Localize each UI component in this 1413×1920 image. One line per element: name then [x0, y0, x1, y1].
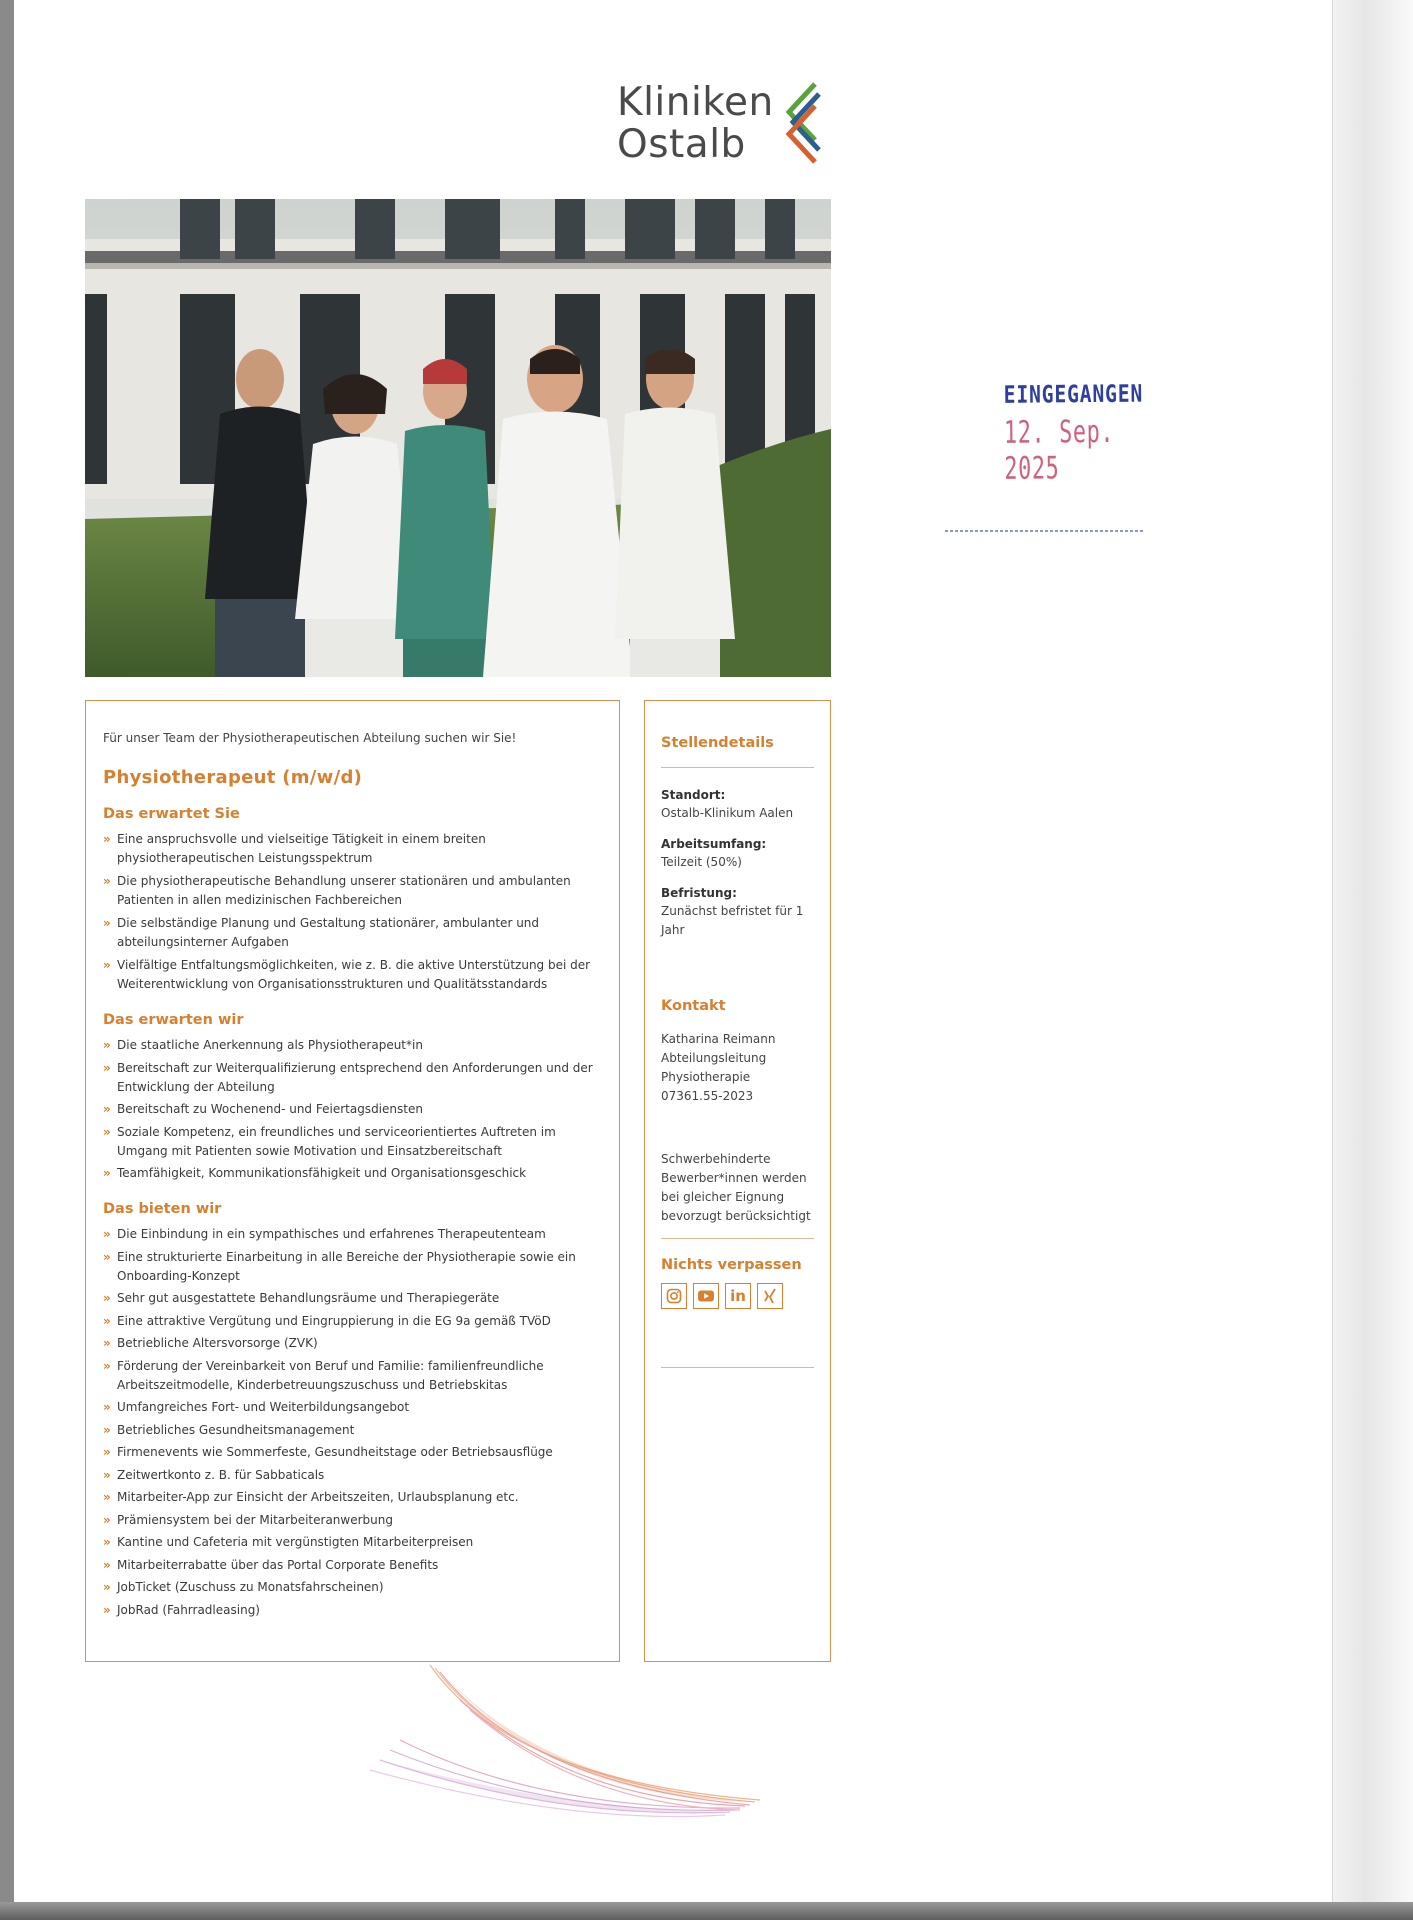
stamp-date: 12. Sep. 2025	[1003, 413, 1115, 487]
details-title: Stellendetails	[661, 735, 774, 751]
list-item: » Die physiotherapeutische Behandlung unserer stationären und ambulanten Patienten in allen medizinischen Fachbereichen	[103, 872, 601, 910]
logo-wordmark	[617, 82, 774, 166]
list-item: » Bereitschaft zur Weiterqualifizierung entsprechend den Anforderungen und der Entwicklung der Abteilung	[103, 1059, 601, 1097]
arbeitsumfang-label: Arbeitsumfang:	[661, 837, 767, 851]
contact-department: Physiotherapie	[661, 1070, 751, 1084]
list-item: » Mitarbeiterrabatte über das Portal Corporate Benefits	[103, 1556, 601, 1575]
list-item: » Betriebliche Altersvorsorge (ZVK)	[103, 1334, 601, 1353]
list-item: » Mitarbeiter-App zur Einsicht der Arbeitszeiten, Urlaubsplanung etc.	[103, 1488, 601, 1507]
youtube-icon[interactable]	[693, 1283, 719, 1309]
youtube-glyph	[697, 1289, 715, 1303]
scan-bottom-strip	[0, 1902, 1413, 1920]
befristung-value: Zunächst befristet für 1 Jahr	[661, 904, 804, 937]
linkedin-icon[interactable]: in	[725, 1283, 751, 1309]
list-item: » Die selbständige Planung und Gestaltung stationärer, ambulanter und abteilungsinterner Aufgaben	[103, 914, 601, 952]
list-item: » Betriebliches Gesundheitsmanagement	[103, 1421, 601, 1440]
xing-icon[interactable]	[757, 1283, 783, 1309]
contact-phone: 07361.55-2023	[661, 1089, 754, 1103]
team-photo	[85, 199, 831, 677]
list-item: » Förderung der Vereinbarkeit von Beruf und Familie: familienfreundliche Arbeitszeitmodelle, Kinderbetreuungszuschuss und Betriebskitas	[103, 1357, 601, 1395]
list-item: » Sehr gut ausgestattete Behandlungsräume und Therapiegeräte	[103, 1289, 601, 1308]
list-item: » JobTicket (Zuschuss zu Monatsfahrscheinen)	[103, 1578, 601, 1597]
list-item: » Soziale Kompetenz, ein freundliches und serviceorientiertes Auftreten im Umgang mit Patienten sowie Motivation und Einsatzbereitschaft	[103, 1123, 601, 1161]
received-stamp	[1003, 379, 1195, 487]
bullet-list	[103, 830, 601, 994]
list-item: » JobRad (Fahrradleasing)	[103, 1601, 601, 1620]
standort-value: Ostalb-Klinikum Aalen	[661, 806, 794, 820]
list-item: » Umfangreiches Fort- und Weiterbildungsangebot	[103, 1398, 601, 1417]
job-description-box	[85, 700, 620, 1662]
contact-name: Katharina Reimann	[661, 1032, 776, 1046]
list-item: » Vielfältige Entfaltungsmöglichkeiten, wie z. B. die aktive Unterstützung bei der Weiterentwicklung von Organisationsstrukturen und Qualitätsstandards	[103, 956, 601, 994]
social-title: Nichts verpassen	[661, 1257, 802, 1273]
section-title: Das erwarten wir	[103, 1012, 244, 1028]
stamp-received-text: EINGEGANGEN	[1003, 379, 1144, 409]
list-item: » Firmenevents wie Sommerfeste, Gesundheitstage oder Betriebsausflüge	[103, 1443, 601, 1462]
section-benefits	[103, 1201, 601, 1620]
team-photo-illustration	[85, 199, 831, 677]
instagram-icon[interactable]	[661, 1283, 687, 1309]
arbeitsumfang-value: Teilzeit (50%)	[661, 855, 742, 869]
job-details-box	[644, 700, 831, 1662]
instagram-glyph	[666, 1288, 682, 1304]
decorative-swoosh	[340, 1660, 770, 1830]
logo-line-1: Kliniken	[617, 80, 774, 125]
section-requirements	[103, 1012, 601, 1183]
list-item: » Zeitwertkonto z. B. für Sabbaticals	[103, 1466, 601, 1485]
divider	[661, 1367, 814, 1368]
list-item: » Kantine und Cafeteria mit vergünstigten Mitarbeiterpreisen	[103, 1533, 601, 1552]
section-title: Das bieten wir	[103, 1201, 222, 1217]
job-title: Physiotherapeut (m/w/d)	[103, 767, 363, 788]
divider	[661, 1238, 814, 1239]
section-title: Das erwartet Sie	[103, 806, 240, 822]
social-links	[661, 1283, 814, 1309]
list-item: » Eine attraktive Vergütung und Eingruppierung in die EG 9a gemäß TVöD	[103, 1312, 601, 1331]
page-edge	[1332, 0, 1413, 1902]
xing-glyph	[763, 1288, 777, 1304]
contact-title: Kontakt	[661, 998, 726, 1014]
stamp-line	[945, 530, 1145, 532]
bullet-list	[103, 1036, 601, 1183]
list-item: » Die Einbindung in ein sympathisches und erfahrenes Therapeutenteam	[103, 1225, 601, 1244]
befristung-label: Befristung:	[661, 886, 737, 900]
logo-chevron-icon	[779, 82, 825, 172]
kliniken-ostalb-logo	[617, 82, 827, 177]
list-item: » Die staatliche Anerkennung als Physiotherapeut*in	[103, 1036, 601, 1055]
section-expectations-for-you	[103, 806, 601, 994]
list-item: » Bereitschaft zu Wochenend- und Feiertagsdiensten	[103, 1100, 601, 1119]
disability-note: Schwerbehinderte Bewerber*innen werden bei gleicher Eignung bevorzugt berücksichtigt	[661, 1152, 811, 1223]
list-item: » Teamfähigkeit, Kommunikationsfähigkeit und Organisationsgeschick	[103, 1164, 601, 1183]
standort-label: Standort:	[661, 788, 726, 802]
list-item: » Eine strukturierte Einarbeitung in alle Bereiche der Physiotherapie sowie ein Onboarding-Konzept	[103, 1248, 601, 1286]
logo-line-2: Ostalb	[617, 122, 746, 167]
list-item: » Eine anspruchsvolle und vielseitige Tätigkeit in einem breiten physiotherapeutischen Leistungsspektrum	[103, 830, 601, 868]
divider	[661, 767, 814, 768]
list-item: » Prämiensystem bei der Mitarbeiteranwerbung	[103, 1511, 601, 1530]
contact-role: Abteilungsleitung	[661, 1051, 767, 1065]
bullet-list	[103, 1225, 601, 1620]
intro-text: Für unser Team der Physiotherapeutischen Abteilung suchen wir Sie!	[103, 731, 517, 745]
